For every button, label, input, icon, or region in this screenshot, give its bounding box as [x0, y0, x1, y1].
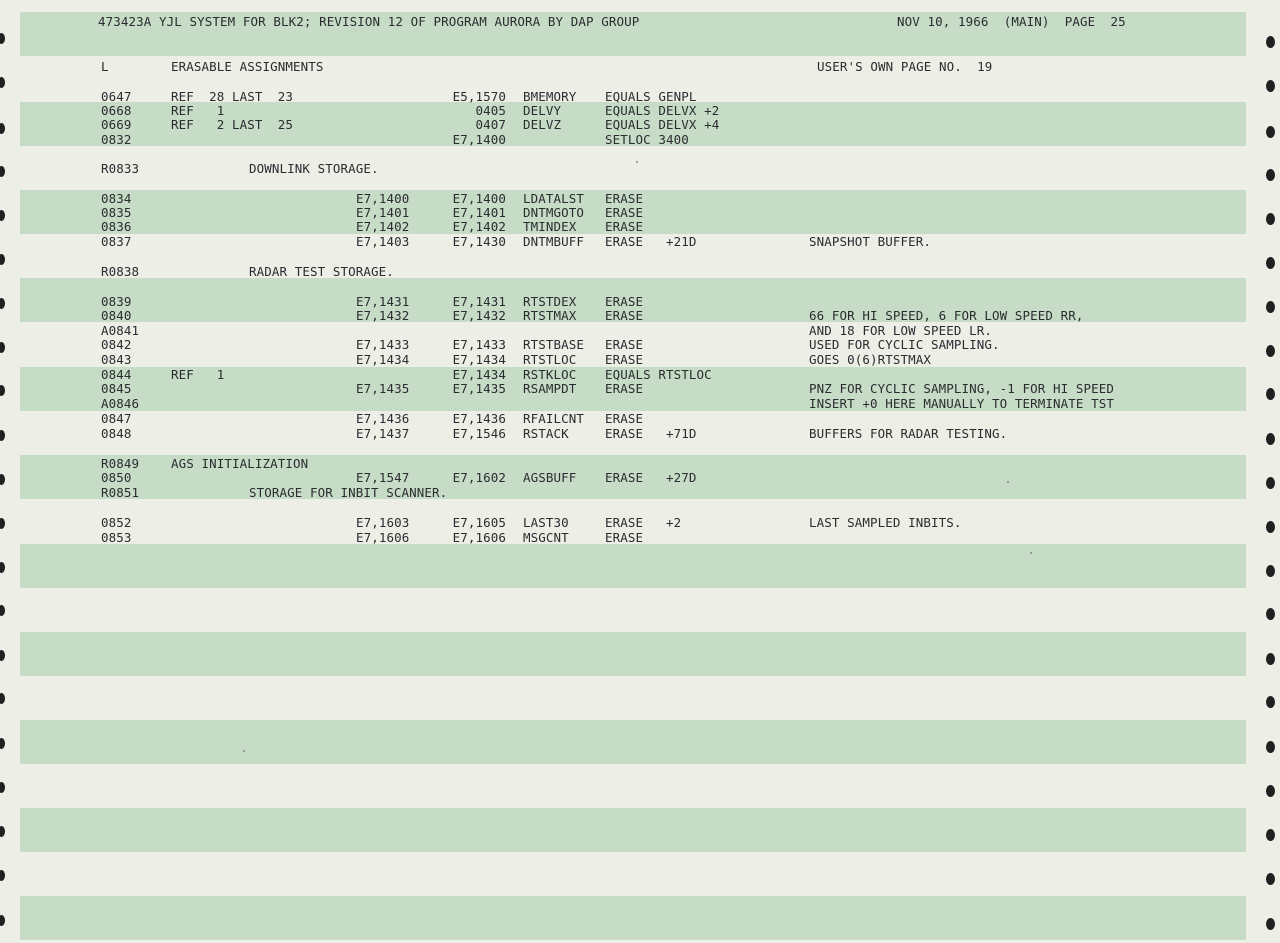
comment-text: BUFFERS FOR RADAR TESTING. — [809, 426, 1008, 441]
line-number: 0844 — [101, 367, 132, 382]
address-end: E7,1402 — [452, 219, 506, 234]
comment-heading: STORAGE FOR INBIT SCANNER. — [249, 485, 448, 500]
line-number: 0853 — [101, 530, 132, 545]
ref-field: REF 1 — [171, 367, 225, 382]
feed-hole-right — [1266, 257, 1275, 269]
line-number: 0837 — [101, 234, 132, 249]
line-number: A0841 — [101, 323, 140, 338]
line-number: R0851 — [101, 485, 140, 500]
address-end: E7,1400 — [452, 132, 506, 147]
feed-hole-left — [0, 385, 5, 396]
address-end: E5,1570 — [452, 89, 506, 104]
feed-hole-right — [1266, 126, 1275, 138]
feed-hole-left — [0, 693, 5, 704]
line-number: 0835 — [101, 205, 132, 220]
line-number: 0842 — [101, 337, 132, 352]
ref-field: AGS INITIALIZATION — [171, 456, 309, 471]
opcode-operand: ERASE +21D — [605, 234, 697, 249]
feed-hole-right — [1266, 741, 1275, 753]
feed-hole-right — [1266, 477, 1275, 489]
opcode-operand: ERASE — [605, 205, 644, 220]
feed-hole-right — [1266, 80, 1275, 92]
address-start: E7,1431 — [356, 294, 410, 309]
green-band — [20, 896, 1246, 940]
symbol-name: DNTMGOTO — [523, 205, 585, 220]
comment-text: PNZ FOR CYCLIC SAMPLING, -1 FOR HI SPEED — [809, 381, 1115, 396]
line-number: R0833 — [101, 161, 140, 176]
symbol-name: TMINDEX — [523, 219, 577, 234]
feed-hole-right — [1266, 345, 1275, 357]
symbol-name: RFAILCNT — [523, 411, 585, 426]
feed-hole-left — [0, 430, 5, 441]
address-end: E7,1433 — [452, 337, 506, 352]
address-start: E7,1402 — [356, 219, 410, 234]
opcode-operand: ERASE +2 — [605, 515, 682, 530]
comment-text: USED FOR CYCLIC SAMPLING. — [809, 337, 1000, 352]
line-number: 0840 — [101, 308, 132, 323]
feed-hole-left — [0, 166, 5, 177]
feed-hole-left — [0, 826, 5, 837]
ref-field: REF 28 LAST 23 — [171, 89, 294, 104]
symbol-name: DELVZ — [523, 117, 562, 132]
feed-hole-left — [0, 605, 5, 616]
line-number: 0850 — [101, 470, 132, 485]
line-number: R0849 — [101, 456, 140, 471]
feed-hole-left — [0, 782, 5, 793]
feed-hole-left — [0, 298, 5, 309]
address-end: E7,1430 — [452, 234, 506, 249]
feed-hole-right — [1266, 213, 1275, 225]
address-start: E7,1433 — [356, 337, 410, 352]
feed-hole-left — [0, 915, 5, 926]
opcode-operand: EQUALS DELVX +2 — [605, 103, 720, 118]
address-start: E7,1603 — [356, 515, 410, 530]
address-start: E7,1435 — [356, 381, 410, 396]
opcode-operand: ERASE — [605, 352, 644, 367]
address-start: E7,1432 — [356, 308, 410, 323]
line-number: 0847 — [101, 411, 132, 426]
address-end: 0405 — [475, 103, 506, 118]
line-number: 0834 — [101, 191, 132, 206]
green-band — [20, 632, 1246, 676]
address-start: E7,1436 — [356, 411, 410, 426]
address-start: E7,1400 — [356, 191, 410, 206]
line-number: 0669 — [101, 117, 132, 132]
feed-hole-left — [0, 562, 5, 573]
feed-hole-right — [1266, 829, 1275, 841]
ref-field: REF 1 — [171, 103, 225, 118]
feed-hole-right — [1266, 653, 1275, 665]
comment-text: SNAPSHOT BUFFER. — [809, 234, 932, 249]
address-end: E7,1606 — [452, 530, 506, 545]
opcode-operand: ERASE — [605, 381, 644, 396]
line-number: 0839 — [101, 294, 132, 309]
opcode-operand: SETLOC 3400 — [605, 132, 689, 147]
opcode-operand: EQUALS GENPL — [605, 89, 697, 104]
feed-hole-left — [0, 474, 5, 485]
address-end: E7,1401 — [452, 205, 506, 220]
comment-heading: RADAR TEST STORAGE. — [249, 264, 394, 279]
opcode-operand: EQUALS RTSTLOC — [605, 367, 712, 382]
feed-hole-left — [0, 254, 5, 265]
paper-speck — [1007, 481, 1009, 483]
symbol-name: RTSTDEX — [523, 294, 577, 309]
feed-hole-left — [0, 738, 5, 749]
comment-text: INSERT +0 HERE MANUALLY TO TERMINATE TST — [809, 396, 1115, 411]
section-title: ERASABLE ASSIGNMENTS — [171, 59, 324, 74]
address-end: E7,1400 — [452, 191, 506, 206]
address-end: E7,1432 — [452, 308, 506, 323]
symbol-name: DNTMBUFF — [523, 234, 585, 249]
feed-hole-right — [1266, 608, 1275, 620]
feed-hole-right — [1266, 785, 1275, 797]
address-start: E7,1403 — [356, 234, 410, 249]
feed-hole-left — [0, 33, 5, 44]
feed-hole-right — [1266, 521, 1275, 533]
feed-hole-right — [1266, 301, 1275, 313]
symbol-name: BMEMORY — [523, 89, 577, 104]
feed-hole-left — [0, 210, 5, 221]
opcode-operand: ERASE +71D — [605, 426, 697, 441]
address-start: E7,1437 — [356, 426, 410, 441]
symbol-name: AGSBUFF — [523, 470, 577, 485]
address-end: E7,1546 — [452, 426, 506, 441]
feed-hole-left — [0, 342, 5, 353]
line-number: 0836 — [101, 219, 132, 234]
feed-hole-right — [1266, 36, 1275, 48]
line-number: 0848 — [101, 426, 132, 441]
green-band — [20, 720, 1246, 764]
opcode-operand: ERASE — [605, 219, 644, 234]
symbol-name: MSGCNT — [523, 530, 569, 545]
opcode-operand: ERASE — [605, 337, 644, 352]
opcode-operand: ERASE — [605, 411, 644, 426]
opcode-operand: ERASE +27D — [605, 470, 697, 485]
symbol-name: RTSTBASE — [523, 337, 585, 352]
feed-hole-right — [1266, 388, 1275, 400]
feed-hole-right — [1266, 696, 1275, 708]
feed-hole-left — [0, 870, 5, 881]
paper-speck — [243, 750, 245, 752]
symbol-name: RTSTMAX — [523, 308, 577, 323]
ref-field: REF 2 LAST 25 — [171, 117, 294, 132]
address-start: E7,1606 — [356, 530, 410, 545]
address-end: E7,1605 — [452, 515, 506, 530]
address-start: E7,1434 — [356, 352, 410, 367]
opcode-operand: ERASE — [605, 308, 644, 323]
address-start: E7,1547 — [356, 470, 410, 485]
green-band — [20, 544, 1246, 588]
address-end: E7,1431 — [452, 294, 506, 309]
symbol-name: RSTACK — [523, 426, 569, 441]
line-number: 0852 — [101, 515, 132, 530]
page-header-title: 473423A YJL SYSTEM FOR BLK2; REVISION 12 OF PROGRAM AURORA BY DAP GROUP — [98, 14, 640, 29]
address-end: E7,1602 — [452, 470, 506, 485]
opcode-operand: ERASE — [605, 191, 644, 206]
comment-heading: DOWNLINK STORAGE. — [249, 161, 379, 176]
symbol-name: LDATALST — [523, 191, 585, 206]
feed-hole-left — [0, 650, 5, 661]
users-own-page-number: USER'S OWN PAGE NO. 19 — [817, 59, 993, 74]
feed-hole-left — [0, 518, 5, 529]
comment-text: LAST SAMPLED INBITS. — [809, 515, 962, 530]
green-band — [20, 808, 1246, 852]
address-end: E7,1435 — [452, 381, 506, 396]
symbol-name: DELVY — [523, 103, 562, 118]
page-header-date-page: NOV 10, 1966 (MAIN) PAGE 25 — [897, 14, 1126, 29]
line-number: R0838 — [101, 264, 140, 279]
comment-text: 66 FOR HI SPEED, 6 FOR LOW SPEED RR, — [809, 308, 1084, 323]
line-number: 0843 — [101, 352, 132, 367]
feed-hole-right — [1266, 565, 1275, 577]
feed-hole-right — [1266, 433, 1275, 445]
symbol-name: RSAMPDT — [523, 381, 577, 396]
symbol-name: RSTKLOC — [523, 367, 577, 382]
feed-hole-left — [0, 123, 5, 134]
opcode-operand: EQUALS DELVX +4 — [605, 117, 720, 132]
line-number: 0845 — [101, 381, 132, 396]
line-number: 0668 — [101, 103, 132, 118]
opcode-operand: ERASE — [605, 530, 644, 545]
section-marker: L — [101, 59, 109, 74]
address-end: E7,1434 — [452, 367, 506, 382]
feed-hole-right — [1266, 873, 1275, 885]
address-end: 0407 — [475, 117, 506, 132]
line-number: 0647 — [101, 89, 132, 104]
opcode-operand: ERASE — [605, 294, 644, 309]
address-end: E7,1436 — [452, 411, 506, 426]
feed-hole-left — [0, 77, 5, 88]
symbol-name: LAST30 — [523, 515, 569, 530]
comment-text: AND 18 FOR LOW SPEED LR. — [809, 323, 993, 338]
feed-hole-right — [1266, 918, 1275, 930]
comment-text: GOES 0(6)RTSTMAX — [809, 352, 932, 367]
symbol-name: RTSTLOC — [523, 352, 577, 367]
address-end: E7,1434 — [452, 352, 506, 367]
address-start: E7,1401 — [356, 205, 410, 220]
paper-speck — [636, 161, 638, 163]
line-number: 0832 — [101, 132, 132, 147]
feed-hole-right — [1266, 169, 1275, 181]
line-number: A0846 — [101, 396, 140, 411]
paper-speck — [1030, 552, 1032, 554]
